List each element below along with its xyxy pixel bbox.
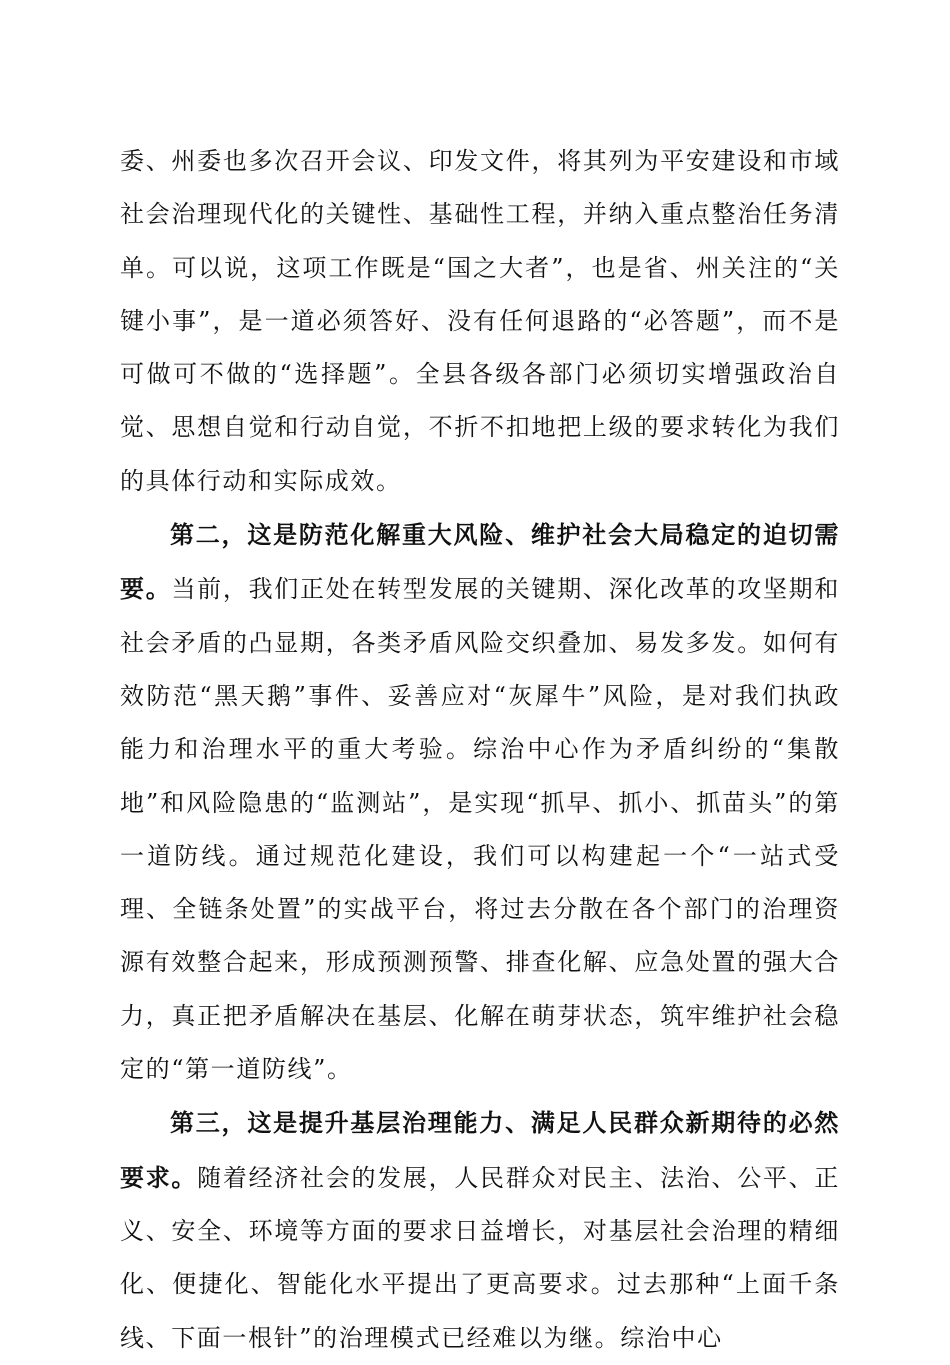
paragraph-continuation xyxy=(120,135,840,508)
paragraph-point-three xyxy=(120,1096,840,1364)
paragraph-3-body: 随着经济社会的发展，人民群众对民主、法治、公平、正义、安全、环境等方面的要求日益增长，对基层社会治理的精细化、便捷化、智能化水平提出了更高要求。过去那种“上面千条线、下面一根针”的治理模式已经难以为继。综治中心 xyxy=(120,1163,840,1352)
paragraph-point-two xyxy=(120,508,840,1096)
document-body xyxy=(120,135,840,1365)
paragraph-2-lead: 第二，这是防范化解重大风险、维护社会大局稳定的迫切需要。 xyxy=(120,520,840,604)
paragraph-1-body: 委、州委也多次召开会议、印发文件，将其列为平安建设和市域社会治理现代化的关键性、基础性工程，并纳入重点整治任务清单。可以说，这项工作既是“国之大者”，也是省、州关注的“关键小事”，是一道必须答好、没有任何退路的“必答题”，而不是可做可不做的“选择题”。全县各级各部门必须切实增强政治自觉、思想自觉和行动自觉，不折不扣地把上级的要求转化为我们的具体行动和实际成效。 xyxy=(120,147,840,495)
paragraph-2-body: 当前，我们正处在转型发展的关键期、深化改革的攻坚期和社会矛盾的凸显期，各类矛盾风险交织叠加、易发多发。如何有效防范“黑天鹅”事件、妥善应对“灰犀牛”风险，是对我们执政能力和治理水平的重大考验。综治中心作为矛盾纠纷的“集散地”和风险隐患的“监测站”，是实现“抓早、抓小、抓苗头”的第一道防线。通过规范化建设，我们可以构建起一个“一站式受理、全链条处置”的实战平台，将过去分散在各个部门的治理资源有效整合起来，形成预测预警、排查化解、应急处置的强大合力，真正把矛盾解决在基层、化解在萌芽状态，筑牢维护社会稳定的“第一道防线”。 xyxy=(120,575,840,1084)
paragraph-3-lead: 第三，这是提升基层治理能力、满足人民群众新期待的必然要求。 xyxy=(120,1108,840,1192)
